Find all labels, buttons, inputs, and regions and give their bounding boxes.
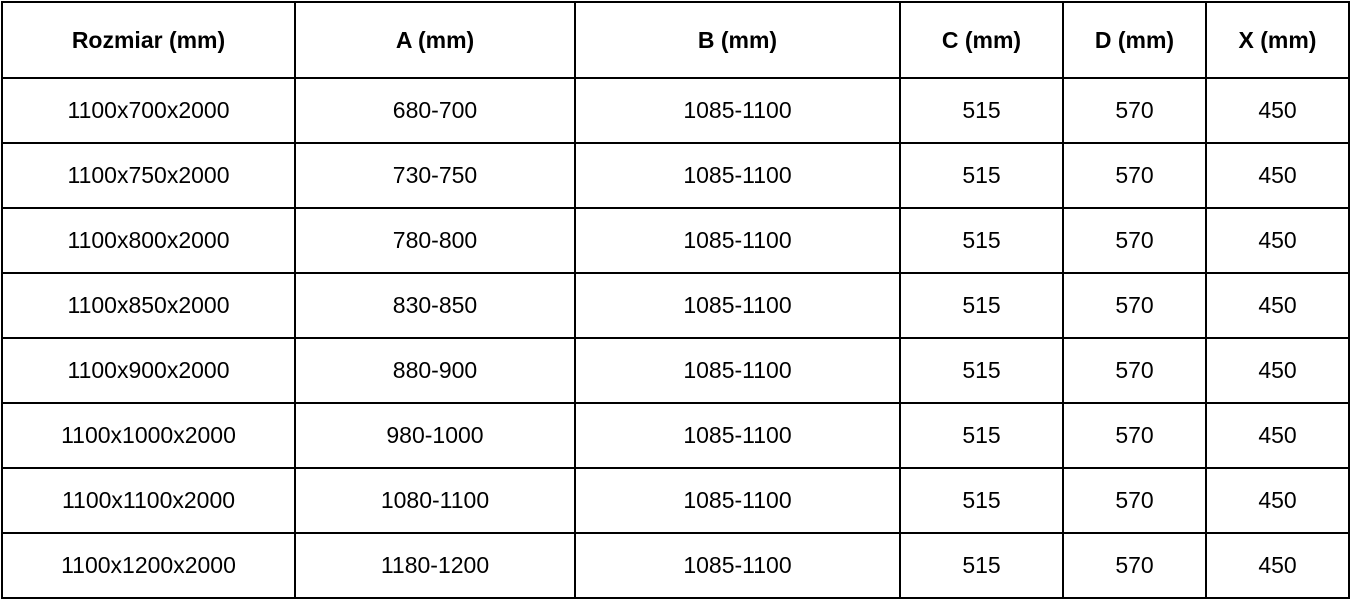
cell-b: 1085-1100 bbox=[575, 533, 900, 598]
table-row bbox=[2, 208, 1349, 273]
cell-d: 570 bbox=[1063, 273, 1206, 338]
cell-c: 515 bbox=[900, 78, 1063, 143]
cell-rozmiar: 1100x700x2000 bbox=[2, 78, 295, 143]
column-header-x: X (mm) bbox=[1206, 2, 1349, 78]
cell-d: 570 bbox=[1063, 533, 1206, 598]
cell-a: 980-1000 bbox=[295, 403, 575, 468]
column-header-a: A (mm) bbox=[295, 2, 575, 78]
column-header-rozmiar: Rozmiar (mm) bbox=[2, 2, 295, 78]
table-header-row bbox=[2, 2, 1349, 78]
cell-x: 450 bbox=[1206, 468, 1349, 533]
cell-c: 515 bbox=[900, 143, 1063, 208]
cell-b: 1085-1100 bbox=[575, 468, 900, 533]
cell-rozmiar: 1100x850x2000 bbox=[2, 273, 295, 338]
cell-a: 730-750 bbox=[295, 143, 575, 208]
table-row bbox=[2, 78, 1349, 143]
table-row bbox=[2, 468, 1349, 533]
cell-rozmiar: 1100x1100x2000 bbox=[2, 468, 295, 533]
cell-b: 1085-1100 bbox=[575, 143, 900, 208]
cell-a: 680-700 bbox=[295, 78, 575, 143]
column-header-c: C (mm) bbox=[900, 2, 1063, 78]
cell-x: 450 bbox=[1206, 273, 1349, 338]
cell-c: 515 bbox=[900, 208, 1063, 273]
cell-b: 1085-1100 bbox=[575, 338, 900, 403]
cell-d: 570 bbox=[1063, 468, 1206, 533]
table-row bbox=[2, 143, 1349, 208]
table-row bbox=[2, 533, 1349, 598]
cell-rozmiar: 1100x800x2000 bbox=[2, 208, 295, 273]
cell-b: 1085-1100 bbox=[575, 273, 900, 338]
cell-d: 570 bbox=[1063, 208, 1206, 273]
cell-x: 450 bbox=[1206, 208, 1349, 273]
cell-d: 570 bbox=[1063, 78, 1206, 143]
cell-b: 1085-1100 bbox=[575, 208, 900, 273]
cell-c: 515 bbox=[900, 533, 1063, 598]
cell-a: 880-900 bbox=[295, 338, 575, 403]
cell-c: 515 bbox=[900, 273, 1063, 338]
cell-rozmiar: 1100x900x2000 bbox=[2, 338, 295, 403]
cell-b: 1085-1100 bbox=[575, 78, 900, 143]
cell-x: 450 bbox=[1206, 403, 1349, 468]
cell-x: 450 bbox=[1206, 143, 1349, 208]
table-row bbox=[2, 273, 1349, 338]
cell-rozmiar: 1100x1000x2000 bbox=[2, 403, 295, 468]
cell-d: 570 bbox=[1063, 338, 1206, 403]
cell-a: 780-800 bbox=[295, 208, 575, 273]
cell-x: 450 bbox=[1206, 533, 1349, 598]
cell-d: 570 bbox=[1063, 143, 1206, 208]
column-header-b: B (mm) bbox=[575, 2, 900, 78]
cell-d: 570 bbox=[1063, 403, 1206, 468]
cell-c: 515 bbox=[900, 338, 1063, 403]
cell-c: 515 bbox=[900, 468, 1063, 533]
cell-x: 450 bbox=[1206, 78, 1349, 143]
specification-table-container bbox=[0, 1, 1351, 592]
table-row bbox=[2, 403, 1349, 468]
cell-rozmiar: 1100x750x2000 bbox=[2, 143, 295, 208]
cell-x: 450 bbox=[1206, 338, 1349, 403]
specification-table bbox=[1, 1, 1350, 599]
cell-rozmiar: 1100x1200x2000 bbox=[2, 533, 295, 598]
cell-a: 830-850 bbox=[295, 273, 575, 338]
cell-a: 1180-1200 bbox=[295, 533, 575, 598]
cell-b: 1085-1100 bbox=[575, 403, 900, 468]
cell-a: 1080-1100 bbox=[295, 468, 575, 533]
cell-c: 515 bbox=[900, 403, 1063, 468]
column-header-d: D (mm) bbox=[1063, 2, 1206, 78]
table-row bbox=[2, 338, 1349, 403]
